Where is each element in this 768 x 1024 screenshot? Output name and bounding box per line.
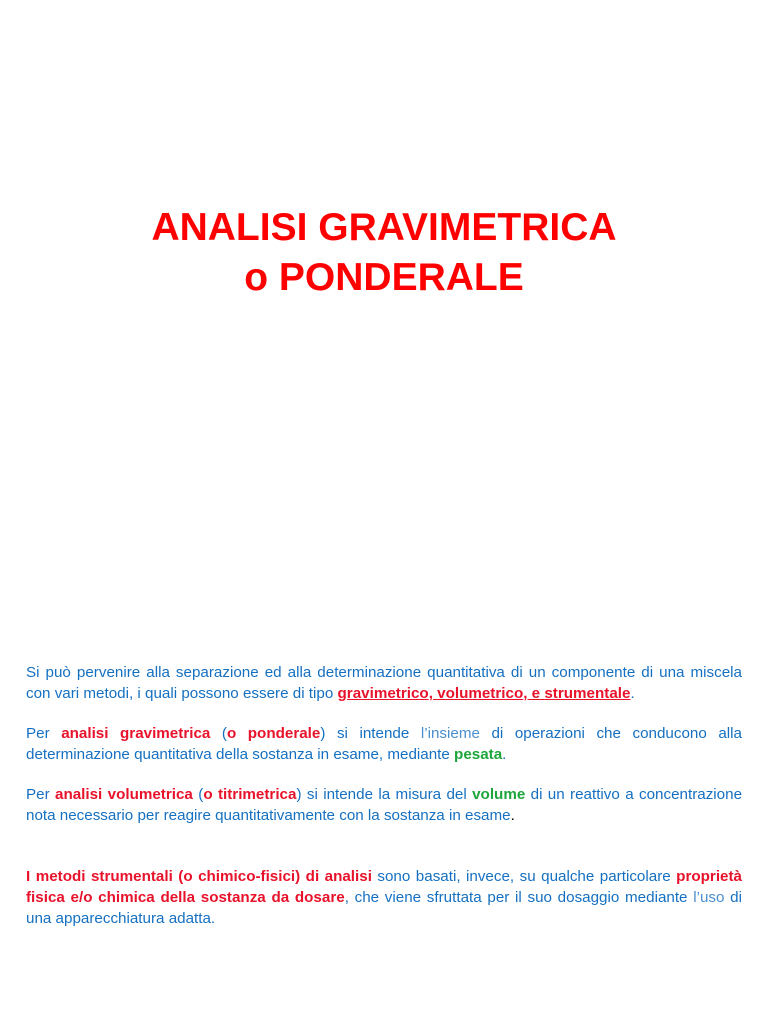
paragraph-gravimetric [26,723,742,765]
text: Per [26,786,55,803]
keyword-titrimetrica: o titrimetrica [203,786,297,803]
paragraph-methods [26,662,742,704]
text-period: . [510,807,515,824]
text: . [502,746,507,763]
keyword-ponderale: o ponderale [226,725,321,742]
text: di un reattivo a concentrazione nota necessario per reagire quantitativamente con la sostanza in esame [26,786,743,824]
keyword-proprieta: proprietà fisica e/o chimica della sostanza da dosare [26,868,742,906]
text: . [630,685,635,702]
title-line-2: o PONDERALE [244,256,524,299]
keyword-volumetrico: volumetrico [437,685,524,702]
text: ( [210,725,227,742]
text: ( [192,786,204,803]
text-uso: l’uso [693,889,725,906]
text: ) si intende [320,725,421,742]
keyword-volume: volume [472,786,526,803]
slide-title [0,203,768,303]
text: Per [26,725,62,742]
keyword-metodi-strumentali: I metodi strumentali (o chimico-fisici) di analisi [26,868,372,885]
paragraph-volumetric [26,784,742,826]
keyword-analisi-gravimetrica: analisi gravimetrica [61,725,211,742]
title-line-1: ANALISI GRAVIMETRICA [151,206,617,249]
keyword-analisi-volumetrica: analisi volumetrica [55,786,193,803]
body-text [26,662,742,929]
keyword-gravimetrico: gravimetrico [337,685,429,702]
text: Si può pervenire alla separazione ed alla determinazione quantitativa di un componente di una miscela con vari metodi, i quali possono essere di tipo [26,664,742,702]
separator: , [428,685,438,702]
keyword-pesata: pesata [454,746,503,763]
keyword-strumentale: strumentale [544,685,631,702]
text: di operazioni che conducono alla determinazione quantitativa della sostanza in esame, mediante [26,725,742,763]
text: sono basati, invece, su qualche particolare [371,868,677,885]
text: , che viene sfruttata per il suo dosaggio mediante [344,889,694,906]
separator: , e [523,685,545,702]
text: di una apparecchiatura adatta. [26,889,742,927]
paragraph-instrumental [26,866,742,929]
text: ) si intende la misura del [296,786,473,803]
text-insieme: l’insieme [420,725,480,742]
